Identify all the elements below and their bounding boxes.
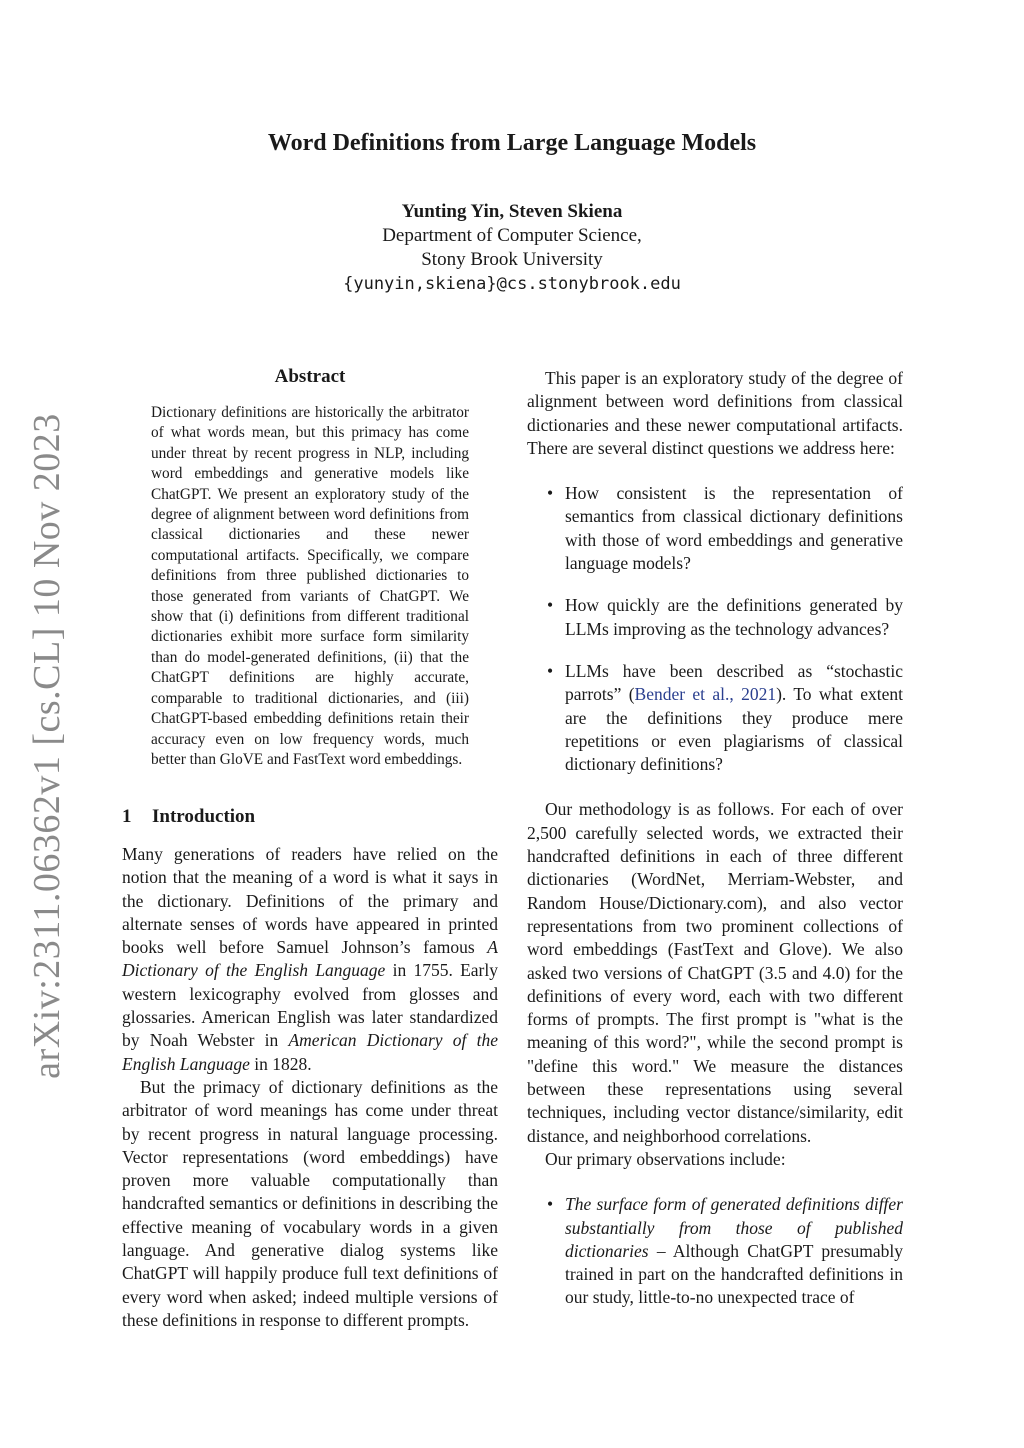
citation-bender[interactable]: Bender et al., 2021 [634,684,777,705]
author-department: Department of Computer Science, [382,225,642,246]
left-column-body [122,843,498,1332]
intro-p1-text-c: in 1828. [249,1053,312,1074]
citation-author: Bender et al. [634,684,730,705]
book-title-johnson: A Dictionary of the English Language [122,937,498,981]
right-paragraph-methodology: Our methodology is as follows. For each of over 2,500 carefully selected words, we extracted their handcrafted definitions in each of three different dictionaries (WordNet, Merriam-Webster, and Random House/Dictionary.com), and also vector representations from two prominent collections of word embeddings (FastText and Glove). We also asked two versions of ChatGPT (3.5 and 4.0) for the definitions of every word, each with two different forms of prompts. The first prompt is "what is the meaning of this word?", while the second prompt is "define this word." We measure the distances between these representations using several techniques, including vector distance/similarity, edit distance, and neighborhood correlations. [527,799,903,1146]
section-heading-introduction [122,806,255,828]
observation-item-1: • The surface form of generated definitions differ substantially from those of published dictionaries – Although ChatGPT presumably trained in part on the handcrafted definitions in our study, little-to-no unexpected trace of [547,1194,903,1308]
abstract-heading: Abstract [274,366,346,387]
question-list [527,482,903,776]
section-title: Introduction [152,806,256,827]
author-university: Stony Brook University [421,249,603,270]
observation-title-1: The surface form of generated definitions differ substantially from those of published dictionaries [565,1194,903,1261]
question-text-3b: ). To what extent are the definitions they produce mere repetitions or even plagiarisms of classical dictionary definitions? [565,684,903,775]
author-block [0,200,1024,296]
right-column-body [527,367,903,1310]
right-paragraph-1: This paper is an exploratory study of the degree of alignment between word definitions from classical dictionaries and these newer computational artifacts. There are several distinct questions we address here: [527,368,903,458]
intro-p1-text-b: in 1755. Early western lexicography evolved from glosses and glossaries. American English was later standardized by Noah Webster in [122,960,498,1051]
question-text-1: How consistent is the representation of semantics from classical dictionary definitions with those of word embeddings and generative language models? [565,483,903,574]
section-number: 1 [122,806,132,827]
right-paragraph-observations: Our primary observations include: [545,1148,786,1169]
arxiv-identifier: arXiv:2311.06362v1 [cs.CL] 10 Nov 2023 [26,413,68,1079]
question-text-2: How quickly are the definitions generated by LLMs improving as the technology advances? [565,595,903,639]
question-item-1: • How consistent is the representation of semantics from classical dictionary definitions with those of word embeddings and generative language models? [547,483,903,574]
paper-title: Word Definitions from Large Language Models [267,130,757,156]
author-names: Yunting Yin, Steven Skiena [401,201,623,222]
intro-p1-text-a: Many generations of readers have relied on the notion that the meaning of a word is what it says in the dictionary. Definitions of the primary and alternate senses of words have appeared in printed books well before Samuel Johnson’s famous [122,844,498,958]
book-title-webster: American Dictionary of the English Language [122,1030,498,1074]
intro-paragraph-1 [122,843,498,1076]
intro-paragraph-2: But the primacy of dictionary definitions as the arbitrator of word meanings has come under threat by recent progress in natural language processing. Vector representations (word embeddings) have proven more valuable computationally than handcrafted semantics or definitions in describing the effective meaning of vocabulary words in a given language. And generative dialog systems like ChatGPT will happily produce full text definitions of every word when asked; indeed multiple versions of these definitions in response to different prompts. [122,1076,498,1330]
citation-year: 2021 [741,684,777,705]
author-email: {yunyin,skiena}@cs.stonybrook.edu [343,274,681,294]
abstract-text: Dictionary definitions are historically the arbitrator of what words mean, but this primacy has come under threat by recent progress in NLP, including word embeddings and generative models like ChatGPT. We present an exploratory study of the degree of alignment between word definitions from classical dictionaries and these newer computational artifacts. Specifically, we compare definitions from three published dictionaries to those generated from variants of ChatGPT. We show that (i) definitions from different traditional dictionaries exhibit more surface form similarity than do model-generated definitions, (ii) that the ChatGPT definitions are highly accurate, comparable to traditional dictionaries, and (iii) ChatGPT-based embedding definitions retain their accuracy even on low frequency words, much better than GloVE and FastText word embeddings. [151,404,469,768]
question-item-3: • LLMs have been described as “stochastic parrots” (Bender et al., 2021). To what extent are the definitions they produce mere repetitions or even plagiarisms of classical dictionary definitions? [547,660,903,775]
question-text-3a: LLMs have been described as “stochastic parrots” ( [565,660,903,705]
question-item-2: • How quickly are the definitions generated by LLMs improving as the technology advances? [547,595,903,639]
observation-text-1: – Although ChatGPT presumably trained in part on the handcrafted definitions in our study, little-to-no unexpected trace of [565,1240,903,1308]
observation-list [527,1193,903,1309]
